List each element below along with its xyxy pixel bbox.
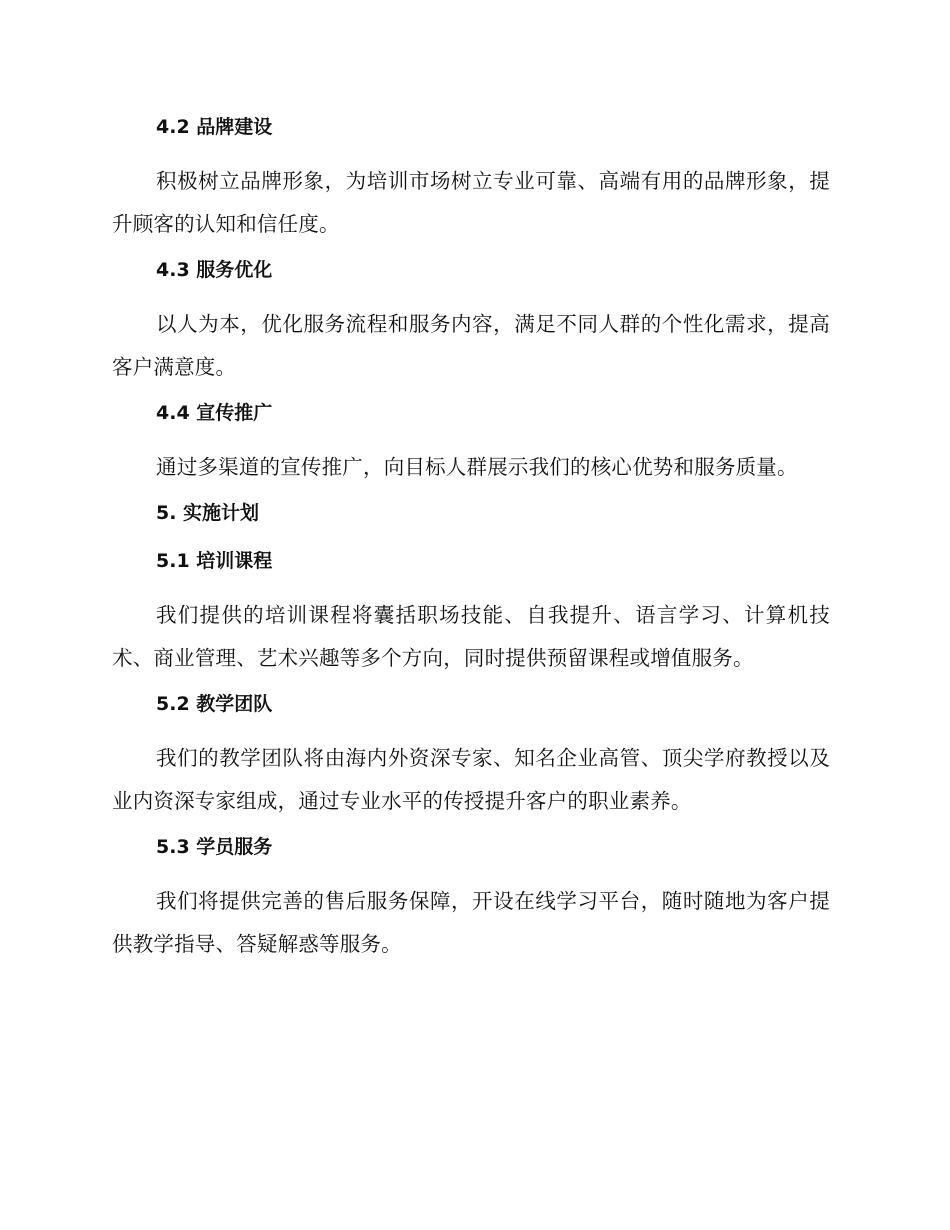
section-heading-4-2: 4.2 品牌建设	[156, 116, 273, 138]
section-heading-5-2: 5.2 教学团队	[156, 693, 273, 715]
section-text-5-2: 我们的教学团队将由海内外资深专家、知名企业高管、顶尖学府教授以及业内资深专家组成，通过专业水平的传授提升客户的职业素养。	[112, 746, 830, 813]
section-heading-4-4: 4.4 宣传推广	[156, 402, 273, 424]
section-text-5-3: 我们将提供完善的售后服务保障，开设在线学习平台，随时随地为客户提供教学指导、答疑解惑等服务。	[112, 889, 830, 956]
section-heading-5-1: 5.1 培训课程	[156, 550, 273, 572]
section-heading-5-3: 5.3 学员服务	[156, 836, 273, 858]
section-text-5-1: 我们提供的培训课程将囊括职场技能、自我提升、语言学习、计算机技术、商业管理、艺术兴趣等多个方向，同时提供预留课程或增值服务。	[112, 603, 830, 670]
section-text-4-4: 通过多渠道的宣传推广，向目标人群展示我们的核心优势和服务质量。	[156, 455, 798, 479]
section-text-4-2: 积极树立品牌形象，为培训市场树立专业可靠、高端有用的品牌形象，提升顾客的认知和信任度。	[112, 169, 830, 236]
section-text-4-3: 以人为本，优化服务流程和服务内容，满足不同人群的个性化需求，提高客户满意度。	[112, 312, 830, 379]
section-heading-4-3: 4.3 服务优化	[156, 259, 273, 281]
section-heading-5: 5. 实施计划	[156, 502, 260, 524]
document-body	[112, 112, 830, 966]
